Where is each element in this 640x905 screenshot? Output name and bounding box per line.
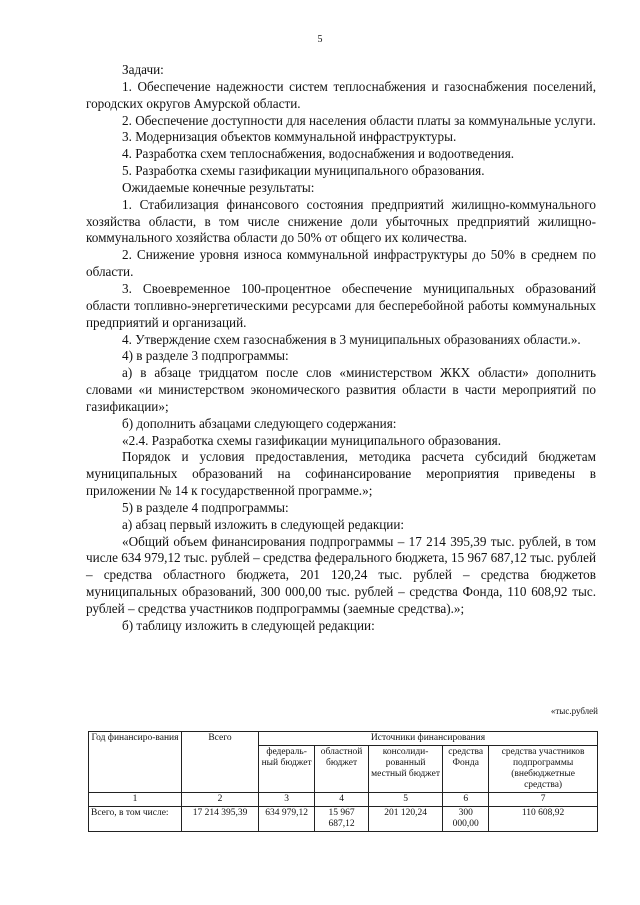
paragraph: 3. Модернизация объектов коммунальной инфраструктуры. [122,129,457,145]
paragraph: «2.4. Разработка схемы газификации муниципального образования. [122,432,501,448]
financing-table [88,731,598,832]
paragraph: 2. Снижение уровня износа коммунальной инфраструктуры до 50% в среднем по области. [86,247,596,280]
table-row [89,807,598,832]
paragraph: «Общий объем финансирования подпрограммы – 17 214 395,39 тыс. рублей, в том числе 634 979,12 тыс. рублей – средства федерального бюджета, 15 967 687,12 тыс. рублей – средства областного бюджета, 201 120,24 тыс. рублей – средства бюджетов муниципальных образований, 300 000,00 тыс. рублей – средства Фонда, 110 608,92 тыс. рублей – средства участников подпрограммы (заемные средства).»; [86,533,596,616]
paragraph: б) дополнить абзацами следующего содержания: [122,415,397,431]
paragraph: 5) в разделе 4 подпрограммы: [122,499,289,515]
paragraph: 4) в разделе 3 подпрограммы: [122,348,289,364]
table-cell: 15 967 687,12 [315,807,369,832]
paragraph: 4. Разработка схем теплоснабжения, водоснабжения и водоотведения. [122,146,515,162]
table-cell: 17 214 395,39 [182,807,259,832]
paragraph: 4. Утверждение схем газоснабжения в 3 муниципальных образованиях области.». [122,331,581,347]
table-header-row [89,732,598,746]
paragraph: 2. Обеспечение доступности для населения области платы за коммунальные услуги. [122,112,596,128]
table-cell: 300 000,00 [443,807,489,832]
table-cell: 5 [368,793,442,807]
table-cell: 7 [489,793,598,807]
table-cell: 1 [89,793,182,807]
paragraph: б) таблицу изложить в следующей редакции: [122,617,375,633]
paragraph: а) в абзаце тридцатом после слов «министерством ЖКХ области» дополнить словами «и министерством экономического развития области в части мероприятий по газификации»; [86,365,596,414]
header-federal: федераль-ный бюджет [259,746,315,793]
paragraph: Порядок и условия предоставления, методика расчета субсидий бюджетам муниципальных образований на софинансирование мероприятия приведены в приложении № 14 к государственной программе.»; [86,449,596,499]
paragraph: Задачи: [122,62,164,77]
header-regional: областной бюджет [315,746,369,793]
table-cell: 3 [259,793,315,807]
unit-note: «тыс.рублей [550,706,598,716]
paragraph: 3. Своевременное 100-процентное обеспечение муниципальных образований области топливно-энергетическими ресурсами для бесперебойной работы коммунальных предприятий и организаций. [86,280,596,330]
table-cell: 4 [315,793,369,807]
header-consolidated: консолиди-рованный местный бюджет [368,746,442,793]
paragraph: 1. Обеспечение надежности систем теплоснабжения и газоснабжения поселений, городских округов Амурской области. [86,78,596,111]
table-cell: 201 120,24 [368,807,442,832]
header-fund: средства Фонда [443,746,489,793]
table-cell: Всего, в том числе: [89,807,182,832]
table-cell: 2 [182,793,259,807]
table-cell: 634 979,12 [259,807,315,832]
page-number: 5 [317,34,323,45]
paragraph: 5. Разработка схемы газификации муниципального образования. [122,163,485,179]
table-cell: 110 608,92 [489,807,598,832]
header-sources: Источники финансирования [259,732,598,746]
document-body [86,62,596,635]
table-row [89,793,598,807]
table-cell: 6 [443,793,489,807]
header-year: Год финансиро-вания [89,732,182,793]
paragraph: а) абзац первый изложить в следующей редакции: [122,516,405,532]
header-total: Всего [182,732,259,793]
header-participants: средства участников подпрограммы (внебюджетные средства) [489,746,598,793]
paragraph: 1. Стабилизация финансового состояния предприятий жилищно-коммунального хозяйства области, в том числе снижение доли убыточных предприятий жилищно-коммунального хозяйства области до 50% от общего их количества. [86,196,596,246]
paragraph: Ожидаемые конечные результаты: [122,179,315,195]
